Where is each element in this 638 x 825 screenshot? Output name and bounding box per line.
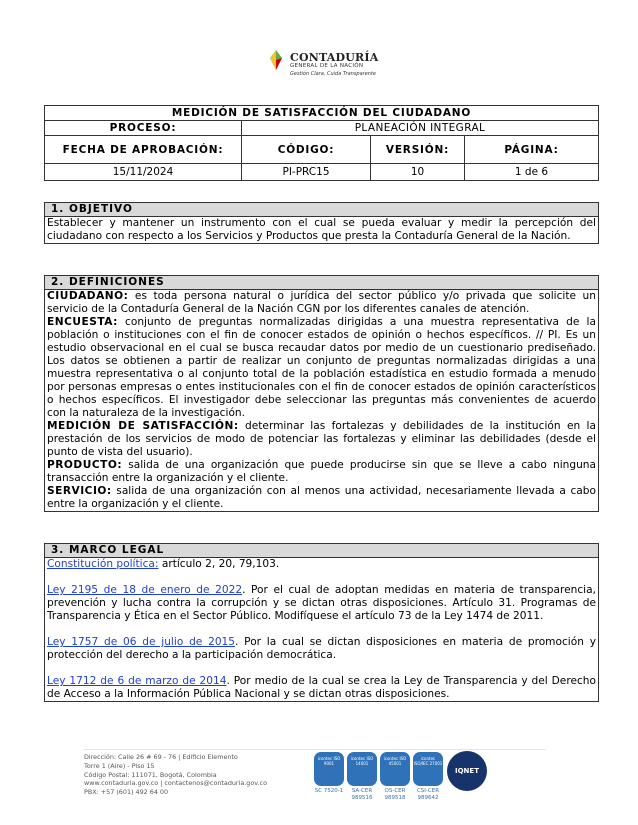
legal-item	[47, 584, 596, 623]
certification-logo: icontec ISO 14001	[347, 752, 377, 786]
document-title: MEDICIÓN DE SATISFACCIÓN DEL CIUDADANO	[45, 106, 599, 121]
legal-text: . Por la cual se dictan disposiciones en materia de promoción y protección del derecho a la participación democrática.	[47, 636, 596, 661]
proceso-label: PROCESO:	[45, 121, 242, 136]
document-header-table	[44, 105, 599, 181]
codigo-label: CÓDIGO:	[242, 136, 371, 164]
legal-link[interactable]: Ley 1757 de 06 de julio de 2015	[47, 636, 236, 648]
legal-item	[47, 675, 596, 701]
definition-term: PRODUCTO:	[47, 459, 123, 471]
fecha-value: 15/11/2024	[45, 164, 242, 181]
legal-text: . Por medio de la cual se crea la Ley de Transparencia y del Derecho de Acceso a la Información Pública Nacional y se dictan otras disposiciones.	[47, 675, 596, 700]
definition-item	[47, 420, 596, 459]
definition-term: ENCUESTA:	[47, 316, 118, 328]
definition-term: SERVICIO:	[47, 485, 112, 497]
certification-code: SC 7520-1	[314, 788, 344, 794]
section-title: 1. OBJETIVO	[44, 202, 599, 217]
pagina-value: 1 de 6	[465, 164, 599, 181]
certification-logo: icontec ISO/IEC 27001	[413, 752, 443, 786]
section-marco-legal	[44, 543, 599, 702]
codigo-value: PI-PRC15	[242, 164, 371, 181]
definition-text: salida de una organización que puede producirse sin que se lleve a cabo ninguna transacción entre la organización y el cliente.	[47, 459, 596, 484]
objetivo-text: Establecer y mantener un instrumento con el cual se pueda evaluar y medir la percepción del ciudadano con respecto a los Servicios y Productos que presta la Contaduría General de la Nación.	[47, 217, 596, 242]
legal-link[interactable]: Ley 1712 de 6 de marzo de 2014	[47, 675, 227, 687]
logo-leaf-icon	[268, 50, 284, 70]
legal-link[interactable]: Ley 2195 de 18 de enero de 2022	[47, 584, 243, 596]
logo	[262, 48, 382, 80]
footer-line: PBX: +57 (601) 492 64 00	[84, 788, 169, 797]
section-objetivo	[44, 202, 599, 244]
version-label: VERSIÓN:	[371, 136, 465, 164]
legal-item	[47, 636, 596, 662]
footer-divider	[84, 749, 546, 750]
logo-slogan: Gestión Clara, Cuida Transparente	[290, 71, 376, 77]
certification-badge	[347, 752, 377, 804]
definition-item	[47, 290, 596, 316]
certification-code: CSI-CER 989642	[416, 788, 440, 801]
section-title: 2. DEFINICIONES	[44, 275, 599, 290]
certification-logo: icontec ISO 9001	[314, 752, 344, 786]
logo-subtitle: GENERAL DE LA NACIÓN	[290, 63, 364, 69]
certification-code: OS-CER 989518	[384, 788, 406, 801]
certification-badge	[380, 752, 410, 804]
version-value: 10	[371, 164, 465, 181]
definition-item	[47, 459, 596, 485]
legal-link[interactable]: Constitución política:	[47, 558, 159, 570]
fecha-label: FECHA DE APROBACIÓN:	[45, 136, 242, 164]
definition-item	[47, 485, 596, 511]
legal-item	[47, 558, 596, 571]
footer-address	[84, 753, 267, 797]
certification-badge	[413, 752, 443, 804]
footer-line: Código Postal: 111071, Bogotá, Colombia	[84, 770, 217, 779]
logo-name: CONTADURÍA	[290, 51, 379, 64]
definition-text: determinar las fortalezas y debilidades de la institución en la prestación de los servicios de modo de potenciar las fortalezas y eliminar las debilidades (desde el punto de vista del usuario).	[47, 420, 596, 458]
definition-text: es toda persona natural o jurídica del sector público y/o privada que solicite un servicio de la Contaduría General de la Nación CGN por los diferentes canales de atención.	[47, 290, 596, 315]
legal-text: . Por el cual de adoptan medidas en materia de transparencia, prevención y lucha contra la corrupción y se dictan otras disposiciones. Artículo 31. Programas de Transparencia y Ética en el Sector Público. Modifíquese el artículo 73 de la Ley 1474 de 2011.	[47, 584, 596, 622]
pagina-label: PÁGINA:	[465, 136, 599, 164]
certification-badge	[314, 752, 344, 804]
section-definiciones	[44, 275, 599, 512]
footer-line: Torre 1 (Aire) - Piso 15	[84, 761, 155, 770]
certification-logo: icontec ISO 45001	[380, 752, 410, 786]
certification-code: SA-CER 989516	[351, 788, 373, 801]
definition-text: conjunto de preguntas normalizadas dirigidas a una muestra representativa de la población o instituciones con el fin de conocer estados de opinión o hechos específicos. // PI. Es un estudio observacional en el cual se busca recaudar datos por medio de un cuestionario prediseñado. Los datos se obtienen a partir de realizar un conjunto de preguntas normalizadas dirigidas a una muestra representativa o al conjunto total de la población estadística en estudio formada a menudo por personas empresas o entes institucionales con el fin de conocer estados de opinión característicos o hechos específicos. El investigador debe seleccionar las preguntas más convenientes de acuerdo con la naturaleza de la investigación.	[47, 316, 596, 419]
legal-text: artículo 2, 20, 79,103.	[158, 558, 280, 570]
definition-term: CIUDADANO:	[47, 290, 129, 302]
footer-line: Dirección: Calle 26 # 69 - 76 | Edificio Elemento	[84, 753, 238, 761]
section-title: 3. MARCO LEGAL	[44, 543, 599, 558]
iqnet-logo: IQNET	[447, 751, 487, 791]
definition-text: salida de una organización con al menos una actividad, necesariamente llevada a cabo entre la organización y el cliente.	[47, 485, 596, 510]
footer-line: www.contaduria.gov.co | contactenos@contaduria.gov.co	[84, 779, 267, 788]
definition-item	[47, 316, 596, 420]
definition-term: MEDICIÓN DE SATISFACCIÓN:	[47, 420, 239, 432]
proceso-value: PLANEACIÓN INTEGRAL	[242, 121, 599, 136]
